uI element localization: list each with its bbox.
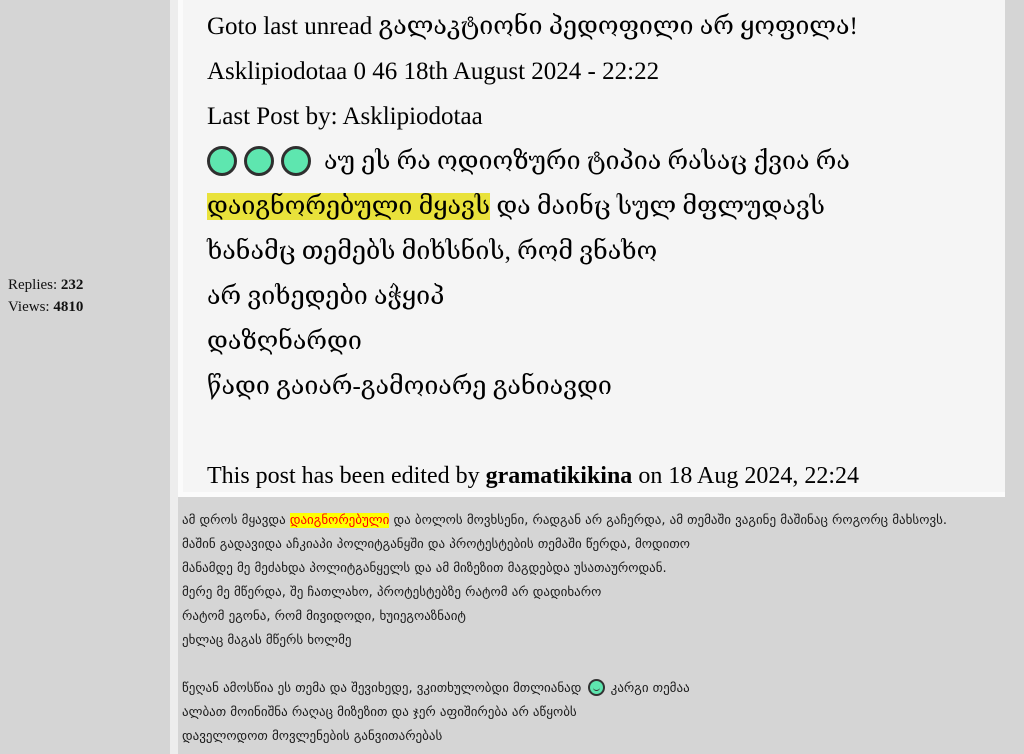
reply-line-9: დაველოდოთ მოვლენების განვითარებას [182,729,443,744]
edited-notice [207,454,1005,497]
reply-line-3: მანამდე მე მეძახდა პოლიტგანყელს და ამ მიზეზით მაგდებდა უსათაუროდან. [182,561,667,576]
edited-prefix: This post has been edited by [207,463,486,489]
post-meta: 0 46 18th August 2024 - 22:22 [347,58,660,85]
reply-text: და ბოლოს მოვხსენი, რადგან არ გაჩერდა, ამ თემაში ვაგინე მაშინაც როგორც მახსოვს. [389,513,948,528]
post-body-text: აუ ეს რა ოდიოზური ტიპია რასაც ქვია რა [324,148,850,175]
topic-title: გალაკტიონი პედოფილი არ ყოფილა! [372,13,858,40]
post-panel [178,0,1005,497]
reply-post [182,505,1022,749]
reply-line-1 [182,509,1022,533]
views-value: 4810 [53,299,84,315]
post-body-line-6: წადი გაიარ-გამოიარე განიავდი [207,373,612,400]
reply-text: წეღან ამოსწია ეს თემა და შევიხედე, ვკითხულობდი მთლიანად [182,681,586,696]
green-circle-icon [207,146,237,176]
reply-text: კარგი თემაა [606,681,690,696]
emoji-row [207,148,318,175]
last-post-user-link[interactable]: Asklipiodotaa [342,103,483,130]
topic-stats [8,274,83,318]
post-body-line-3: ხანამც თემებს მიხსნის, რომ ვნახო [207,238,658,265]
post-body-line-2 [207,184,1005,229]
reply-line-5: რატომ ეგონა, რომ მივიდოდი, ხუიეგოაზნაიტ [182,609,466,624]
smiley-emoji-icon [588,679,605,696]
replies-stat [8,274,83,296]
green-circle-icon [244,146,274,176]
reply-text: ამ დროს მყავდა [182,513,290,528]
post-author-link[interactable]: Asklipiodotaa [207,58,348,85]
highlighted-text: დაიგნორებული მყავს [207,193,491,220]
reply-line-2: მაშინ გადავიდა აჩკიაპი პოლიტგანყში და პროტესტების თემაში წერდა, მოდითო [182,537,690,552]
reply-line-7 [182,677,1022,701]
topic-title-line [207,4,1005,49]
reply-line-8: ალბათ მოინიშნა რაღაც მიზეზით და ჯერ აფიშირება არ აწყობს [182,705,577,720]
post-meta-line [207,49,1005,94]
replies-value: 232 [60,277,84,293]
last-post-line [207,94,1005,139]
goto-last-unread-link[interactable]: Goto last unread [207,13,373,40]
views-label: Views: [8,299,54,315]
post-body-line-5: დაზღნარდი [207,328,362,355]
highlighted-reply-text: დაიგნორებული [289,513,390,528]
green-circle-icon [281,146,311,176]
blank-line [207,409,1005,454]
replies-label: Replies: [8,277,61,293]
post-body-text: და მაინც სულ მფლუდავს [490,193,825,220]
reply-line-4: მერე მე მწერდა, შე ჩათლახო, პროტესტებზე რატომ არ დადიხარო [182,585,602,600]
edited-suffix: on 18 Aug 2024, 22:24 [632,463,859,489]
reply-line-6: ეხლაც მაგას მწერს ხოლმე [182,633,352,648]
blank-line [182,653,1022,677]
views-stat [8,296,83,318]
column-divider [170,0,178,754]
post-body-line-4: არ ვიხედები აჭყიპ [207,283,445,310]
last-post-label: Last Post by: [207,103,343,130]
post-body-line-1 [207,139,1005,184]
edited-user-link[interactable]: gramatikikina [485,463,633,489]
